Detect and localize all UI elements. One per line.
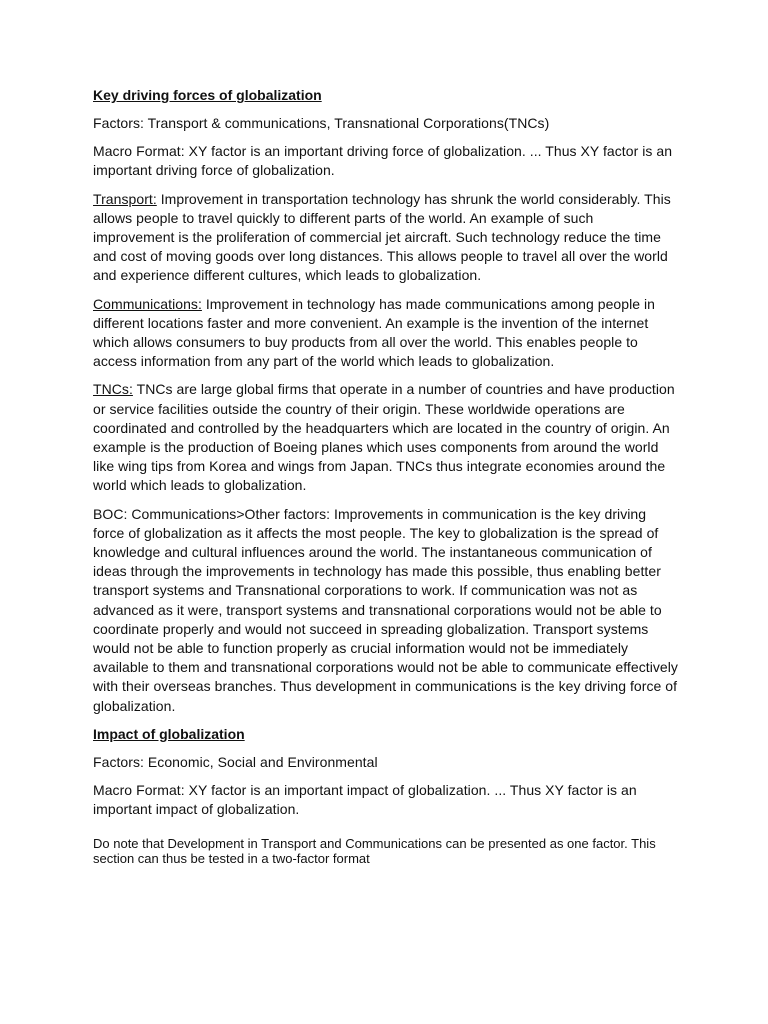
tncs-text: TNCs are large global firms that operate in a number of countries and have production or service facilities outside the country of their origin. These worldwide operations are coordinated and controlled by the headquarters which are located in the country of origin. An example is the production of Boeing planes which uses components from around the world like wing tips from Korea and wings from Japan. TNCs thus integrate economies around the world which leads to globalization. bbox=[93, 381, 675, 494]
macro-format-paragraph: Macro Format: XY factor is an important driving force of globalization. ... Thus XY factor is an important driving force of globalization. bbox=[93, 143, 673, 179]
document-page bbox=[93, 86, 678, 867]
section-heading-impact: Impact of globalization bbox=[93, 725, 245, 742]
transport-paragraph bbox=[93, 190, 678, 286]
tncs-label: TNCs: bbox=[93, 381, 133, 398]
communications-label: Communications: bbox=[93, 295, 202, 312]
tncs-paragraph bbox=[93, 380, 678, 495]
communications-paragraph bbox=[93, 295, 678, 372]
communications-text: Improvement in technology has made communications among people in different locations faster and more convenient. An example is the invention of the internet which allows consumers to buy products from all over the world. This enables people to access information from any part of the world which leads to globalization. bbox=[93, 295, 656, 370]
note-paragraph: Do note that Development in Transport and Communications can be presented as one factor. This section can thus be tested in a two-factor format bbox=[93, 835, 656, 866]
transport-label: Transport: bbox=[93, 190, 157, 207]
factors-paragraph: Factors: Transport & communications, Transnational Corporations(TNCs) bbox=[93, 115, 550, 131]
boc-paragraph: BOC: Communications>Other factors: Improvements in communication is the key driving force of globalization as it affects the most people. The key to globalization is the spread of knowledge and cultural influences around the world. The instantaneous communication of ideas through the improvements in technology has made this possible, thus enabling better transport systems and Transnational corporations to work. If communication was not as advanced as it were, transport systems and transnational corporations would not be able to coordinate properly and would not succeed in spreading globalization. Transport systems would not be able to function properly as crucial information would not be immediately available to them and transnational corporations would not be able to communicate effectively with their overseas branches. Thus development in communications is the key driving force of globalization. bbox=[93, 505, 678, 714]
section-heading-driving-forces: Key driving forces of globalization bbox=[93, 87, 322, 103]
transport-text: Improvement in transportation technology has shrunk the world considerably. This allows people to travel quickly to different parts of the world. An example of such improvement is the proliferation of commercial jet aircraft. Such technology reduce the time and cost of moving goods over long distances. This allows people to travel all over the world and experience different cultures, which leads to globalization. bbox=[93, 190, 671, 284]
impact-macro-format-paragraph: Macro Format: XY factor is an important impact of globalization. ... Thus XY factor is an important impact of globalization. bbox=[93, 782, 637, 818]
impact-factors-paragraph: Factors: Economic, Social and Environmental bbox=[93, 753, 378, 770]
